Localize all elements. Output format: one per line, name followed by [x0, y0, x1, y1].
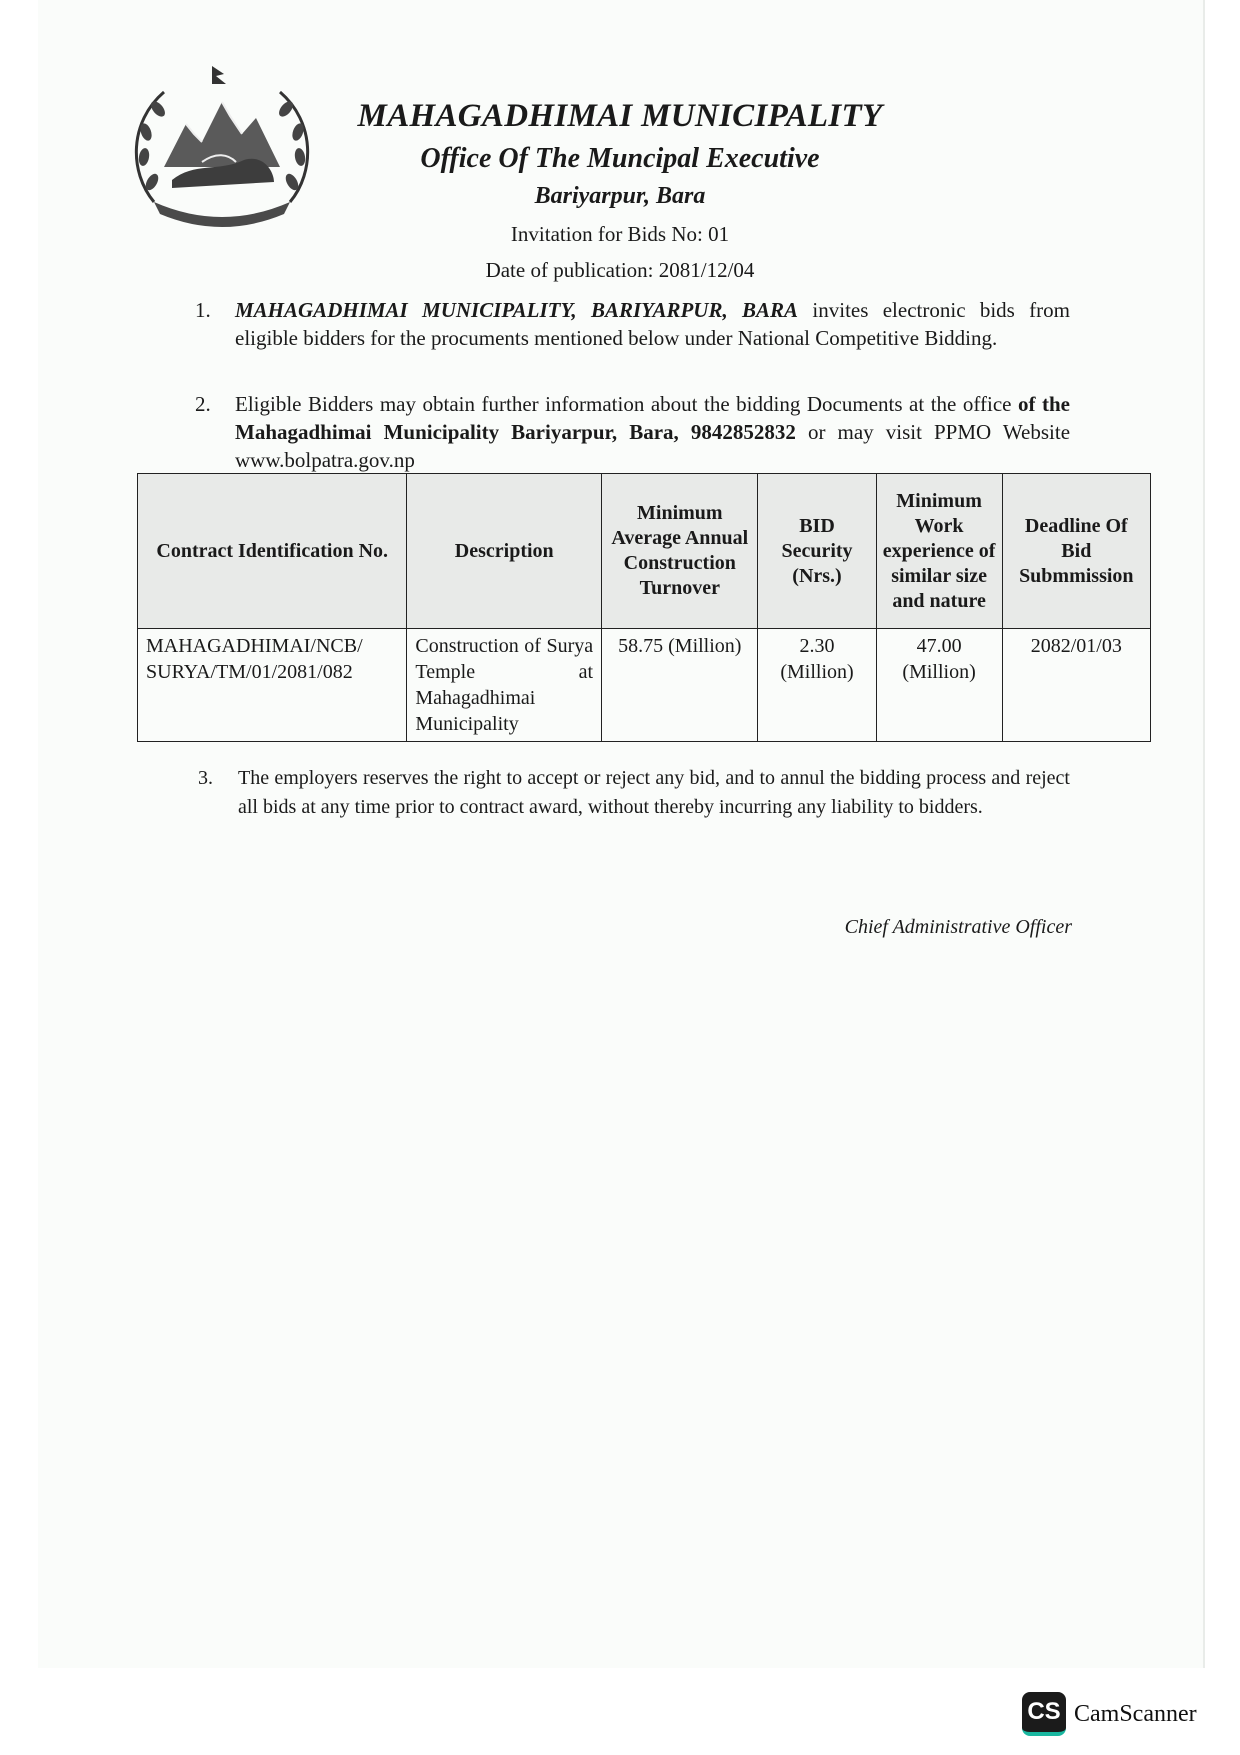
camscanner-logo-icon: CS [1022, 1692, 1066, 1736]
table-row [138, 629, 1151, 742]
cell-deadline: 2082/01/03 [1002, 629, 1150, 742]
header-bid-security: BID Security (Nrs.) [758, 474, 876, 629]
paragraph-3 [198, 764, 1070, 822]
paragraph-2-text-b: or may visit PPMO Website www.bolpatra.gov.np [235, 420, 1071, 472]
paragraph-number: 3. [198, 767, 213, 789]
header-description: Description [407, 474, 602, 629]
nepal-emblem-logo [124, 62, 320, 230]
location-line: Bariyarpur, Bara [534, 183, 706, 209]
paragraph-3-text: The employers reserves the right to accept or reject any bid, and to annul the bidding process and reject all bids at any time prior to contract award, without thereby incurring any liability to bidders. [238, 767, 1070, 818]
signature-title: Chief Administrative Officer [844, 916, 1072, 938]
header-contract-id: Contract Identification No. [138, 474, 407, 629]
header-work-experience: Minimum Work experience of similar size and nature [876, 474, 1002, 629]
paragraph-2 [195, 390, 1070, 474]
header-turnover: Minimum Average Annual Construction Turnover [602, 474, 758, 629]
paragraph-number: 2. [195, 392, 211, 416]
header-deadline: Deadline Of Bid Submmission [1002, 474, 1150, 629]
document-page [38, 0, 1203, 1668]
cell-contract-id: MAHAGADHIMAI/NCB/ SURYA/TM/01/2081/082 [138, 629, 407, 742]
camscanner-text: CamScanner [1074, 1700, 1197, 1727]
publication-date: Date of publication: 2081/12/04 [485, 258, 755, 282]
invitation-number: Invitation for Bids No: 01 [510, 222, 730, 246]
paragraph-2-contact: of the Mahagadhimai Municipality Bariyarpur, Bara, 9842852832 [235, 392, 1070, 444]
cell-turnover: 58.75 (Million) [602, 629, 758, 742]
cell-bid-security: 2.30 (Million) [758, 629, 876, 742]
paragraph-1 [195, 296, 1070, 352]
camscanner-watermark [1022, 1692, 1197, 1736]
bids-table [137, 473, 1151, 742]
cell-description: Construction of Surya Temple at Mahagadhimai Municipality [407, 629, 602, 742]
paragraph-1-text: invites electronic bids from eligible bidders for the procuments mentioned below under National Competitive Bidding. [235, 298, 1071, 350]
paragraph-number: 1. [195, 298, 211, 322]
municipality-title: MAHAGADHIMAI MUNICIPALITY [357, 98, 883, 134]
paragraph-1-lead: MAHAGADHIMAI MUNICIPALITY, BARIYARPUR, BARA [235, 298, 799, 322]
cell-work-experience: 47.00 (Million) [876, 629, 1002, 742]
office-subtitle: Office Of The Muncipal Executive [420, 143, 820, 174]
paragraph-2-text-a: Eligible Bidders may obtain further information about the bidding Documents at the office [235, 392, 1018, 416]
table-header-row [138, 474, 1151, 629]
